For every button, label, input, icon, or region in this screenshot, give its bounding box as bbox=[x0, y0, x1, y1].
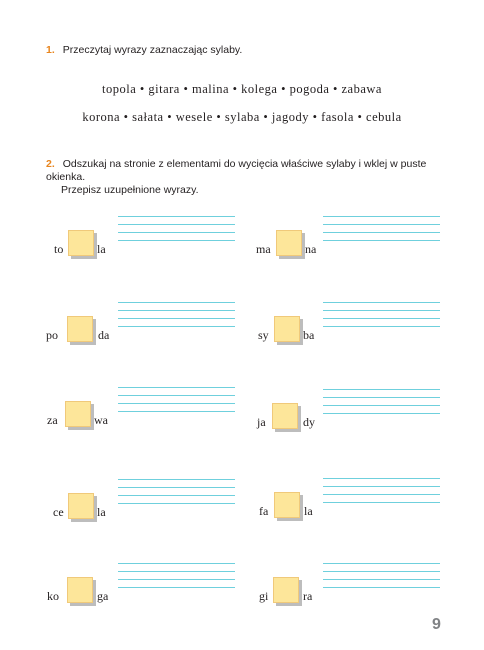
syllable-first: ko bbox=[47, 589, 59, 603]
exercise-item bbox=[53, 493, 253, 533]
syllable-paste-box[interactable] bbox=[272, 403, 298, 429]
writing-lines[interactable] bbox=[323, 302, 440, 327]
exercise-item bbox=[258, 316, 458, 356]
syllable-paste-box[interactable] bbox=[274, 492, 300, 518]
syllable-paste-box[interactable] bbox=[273, 577, 299, 603]
page-number: 9 bbox=[432, 616, 441, 633]
syllable-last: la bbox=[97, 505, 106, 519]
syllable-last: dy bbox=[303, 415, 315, 429]
syllable-paste-box[interactable] bbox=[65, 401, 91, 427]
syllable-first: ce bbox=[53, 505, 64, 519]
syllable-first: gi bbox=[259, 589, 269, 603]
syllable-paste-box[interactable] bbox=[276, 230, 302, 256]
task-2-instruction bbox=[46, 158, 466, 197]
syllable-first: po bbox=[46, 328, 58, 342]
syllable-last: ba bbox=[303, 328, 315, 342]
task-2-text-line-2: Przepisz uzupełnione wyrazy. bbox=[61, 184, 199, 196]
writing-lines[interactable] bbox=[118, 387, 235, 412]
syllable-last: da bbox=[98, 328, 110, 342]
word-list-line-2: korona • sałata • wesele • sylaba • jagody • fasola • cebula bbox=[82, 110, 402, 124]
writing-lines[interactable] bbox=[118, 479, 235, 504]
writing-lines[interactable] bbox=[323, 478, 440, 503]
exercise-item bbox=[47, 577, 247, 617]
exercise-item bbox=[54, 230, 254, 270]
syllable-last: na bbox=[305, 242, 317, 256]
exercise-item bbox=[257, 403, 457, 443]
task-1-instruction bbox=[46, 44, 242, 56]
syllable-paste-box[interactable] bbox=[68, 493, 94, 519]
writing-lines[interactable] bbox=[323, 563, 440, 588]
syllable-first: ma bbox=[256, 242, 271, 256]
writing-lines[interactable] bbox=[118, 216, 235, 241]
writing-lines[interactable] bbox=[118, 302, 235, 327]
exercise-item bbox=[256, 230, 456, 270]
task-2-text-line-1: Odszukaj na stronie z elementami do wycięcia właściwe sylaby i wklej w puste okienka. bbox=[46, 158, 427, 183]
syllable-paste-box[interactable] bbox=[274, 316, 300, 342]
syllable-paste-box[interactable] bbox=[67, 316, 93, 342]
exercise-item bbox=[46, 316, 246, 356]
syllable-paste-box[interactable] bbox=[68, 230, 94, 256]
writing-lines[interactable] bbox=[323, 216, 440, 241]
task-1-text: Przeczytaj wyrazy zaznaczając sylaby. bbox=[62, 44, 243, 56]
task-1-number: 1. bbox=[46, 44, 55, 56]
syllable-last: wa bbox=[94, 413, 108, 427]
syllable-first: fa bbox=[259, 504, 269, 518]
syllable-paste-box[interactable] bbox=[67, 577, 93, 603]
syllable-last: la bbox=[304, 504, 313, 518]
syllable-last: ga bbox=[97, 589, 109, 603]
syllable-first: za bbox=[47, 413, 58, 427]
writing-lines[interactable] bbox=[118, 563, 235, 588]
word-list-line-1: topola • gitara • malina • kolega • pogoda • zabawa bbox=[102, 82, 382, 96]
exercise-item bbox=[259, 492, 459, 532]
syllable-first: to bbox=[54, 242, 64, 256]
writing-lines[interactable] bbox=[323, 389, 440, 414]
syllable-first: sy bbox=[258, 328, 269, 342]
syllable-first: ja bbox=[257, 415, 266, 429]
task-2-number: 2. bbox=[46, 158, 55, 170]
exercise-item bbox=[259, 577, 459, 617]
syllable-last: ra bbox=[303, 589, 313, 603]
exercise-item bbox=[47, 401, 247, 441]
syllable-last: la bbox=[97, 242, 106, 256]
